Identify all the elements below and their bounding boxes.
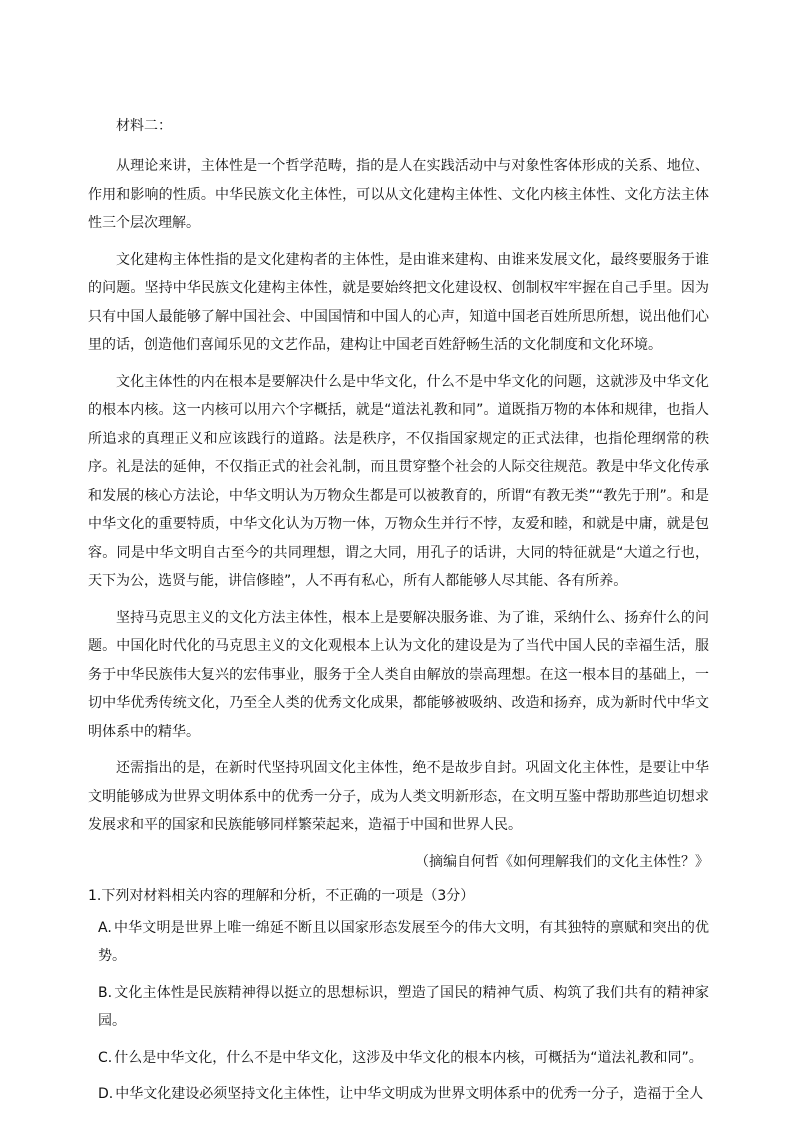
option-letter: A. <box>98 919 112 936</box>
option-letter: C. <box>98 1049 113 1066</box>
material-paragraph: 坚持马克思主义的文化方法主体性，根本上是要解决服务谁、为了谁，采纳什么、扬弃什么的问题。中国化时代化的马克思主义的文化观根本上认为文化的建设是为了当代中国人民的幸福生活，服务于中华民族伟大复兴的宏伟事业，服务于全人类自由解放的崇高理想。在这一根本目的基础上，一切中华优秀传统文化，乃至全人类的优秀文化成果，都能够被吸纳、改造和扬弃，成为新时代中华文明体系中的精华。 <box>88 609 709 740</box>
material-paragraph: 从理论来讲，主体性是一个哲学范畴，指的是人在实践活动中与对象性客体形成的关系、地位、作用和影响的性质。中华民族文化主体性，可以从文化建构主体性、文化内核主体性、文化方法主体性三个层次理解。 <box>88 158 709 231</box>
option-letter: D. <box>98 1086 114 1102</box>
material-heading: 材料二： <box>116 118 172 134</box>
document-page <box>88 112 709 1117</box>
material-paragraph: 还需指出的是，在新时代坚持巩固文化主体性，绝不是故步自封。巩固文化主体性，是要让中华文明能够成为世界文明体系中的优秀一分子，成为人类文明新形态，在文明互鉴中帮助那些迫切想求发展求和平的国家和民族能够同样繁荣起来，造福于中国和世界人民。 <box>88 760 709 833</box>
option-text: 文化主体性是民族精神得以挺立的思想标识，塑造了国民的精神气质、构筑了我们共有的精神家园。 <box>98 984 709 1029</box>
option-letter: B. <box>98 984 113 1001</box>
option-text: 什么是中华文化，什么不是中华文化，这涉及中华文化的根本内核，可概括为“道法礼教和同”。 <box>114 1049 703 1066</box>
option-text: 中华文化建设必须坚持文化主体性，让中华文明成为世界文明体系中的优秀一分子，造福于全人 <box>115 1086 704 1102</box>
option-d <box>88 1080 709 1109</box>
option-c <box>88 1044 709 1073</box>
option-b <box>88 979 709 1036</box>
option-a <box>88 914 709 971</box>
source-citation: （摘编自何哲《如何理解我们的文化主体性？》 <box>415 853 709 870</box>
material-paragraph: 文化主体性的内在根本是要解决什么是中华文化，什么不是中华文化的问题，这就涉及中华文化的根本内核。这一内核可以用六个字概括，就是“道法礼教和同”。道既指万物的本体和规律，也指人所追求的真理正义和应该践行的道路。法是秩序，不仅指国家规定的正式法律，也指伦理纲常的秩序。礼是法的延伸，不仅指正式的社会礼制，而且贯穿整个社会的人际交往规范。教是中华文化传承和发展的核心方法论，中华文明认为万物众生都是可以被教育的，所谓“有教无类”“教先于刑”。和是中华文化的重要特质，中华文化认为万物一体，万物众生并行不悖，友爱和睦，和就是中庸，就是包容。同是中华文明自古至今的共同理想，谓之大同，用孔子的话讲，大同的特征就是“大道之行也，天下为公，选贤与能，讲信修睦”，人不再有私心，所有人都能够人尽其能、各有所养。 <box>88 373 709 589</box>
question-stem: 1.下列对材料相关内容的理解和分析，不正确的一项是（3分） <box>88 887 475 904</box>
option-text: 中华文明是世界上唯一绵延不断且以国家形态发展至今的伟大文明，有其独特的禀赋和突出的优势。 <box>98 919 709 964</box>
material-paragraph: 文化建构主体性指的是文化建构者的主体性，是由谁来建构、由谁来发展文化，最终要服务于谁的问题。坚持中华民族文化建构主体性，就是要始终把文化建设权、创制权牢牢握在自己手里。因为只有中国人最能够了解中国社会、中国国情和中国人的心声，知道中国老百姓所思所想，说出他们心里的话，创造他们喜闻乐见的文艺作品，建构让中国老百姓舒畅生活的文化制度和文化环境。 <box>88 251 709 353</box>
